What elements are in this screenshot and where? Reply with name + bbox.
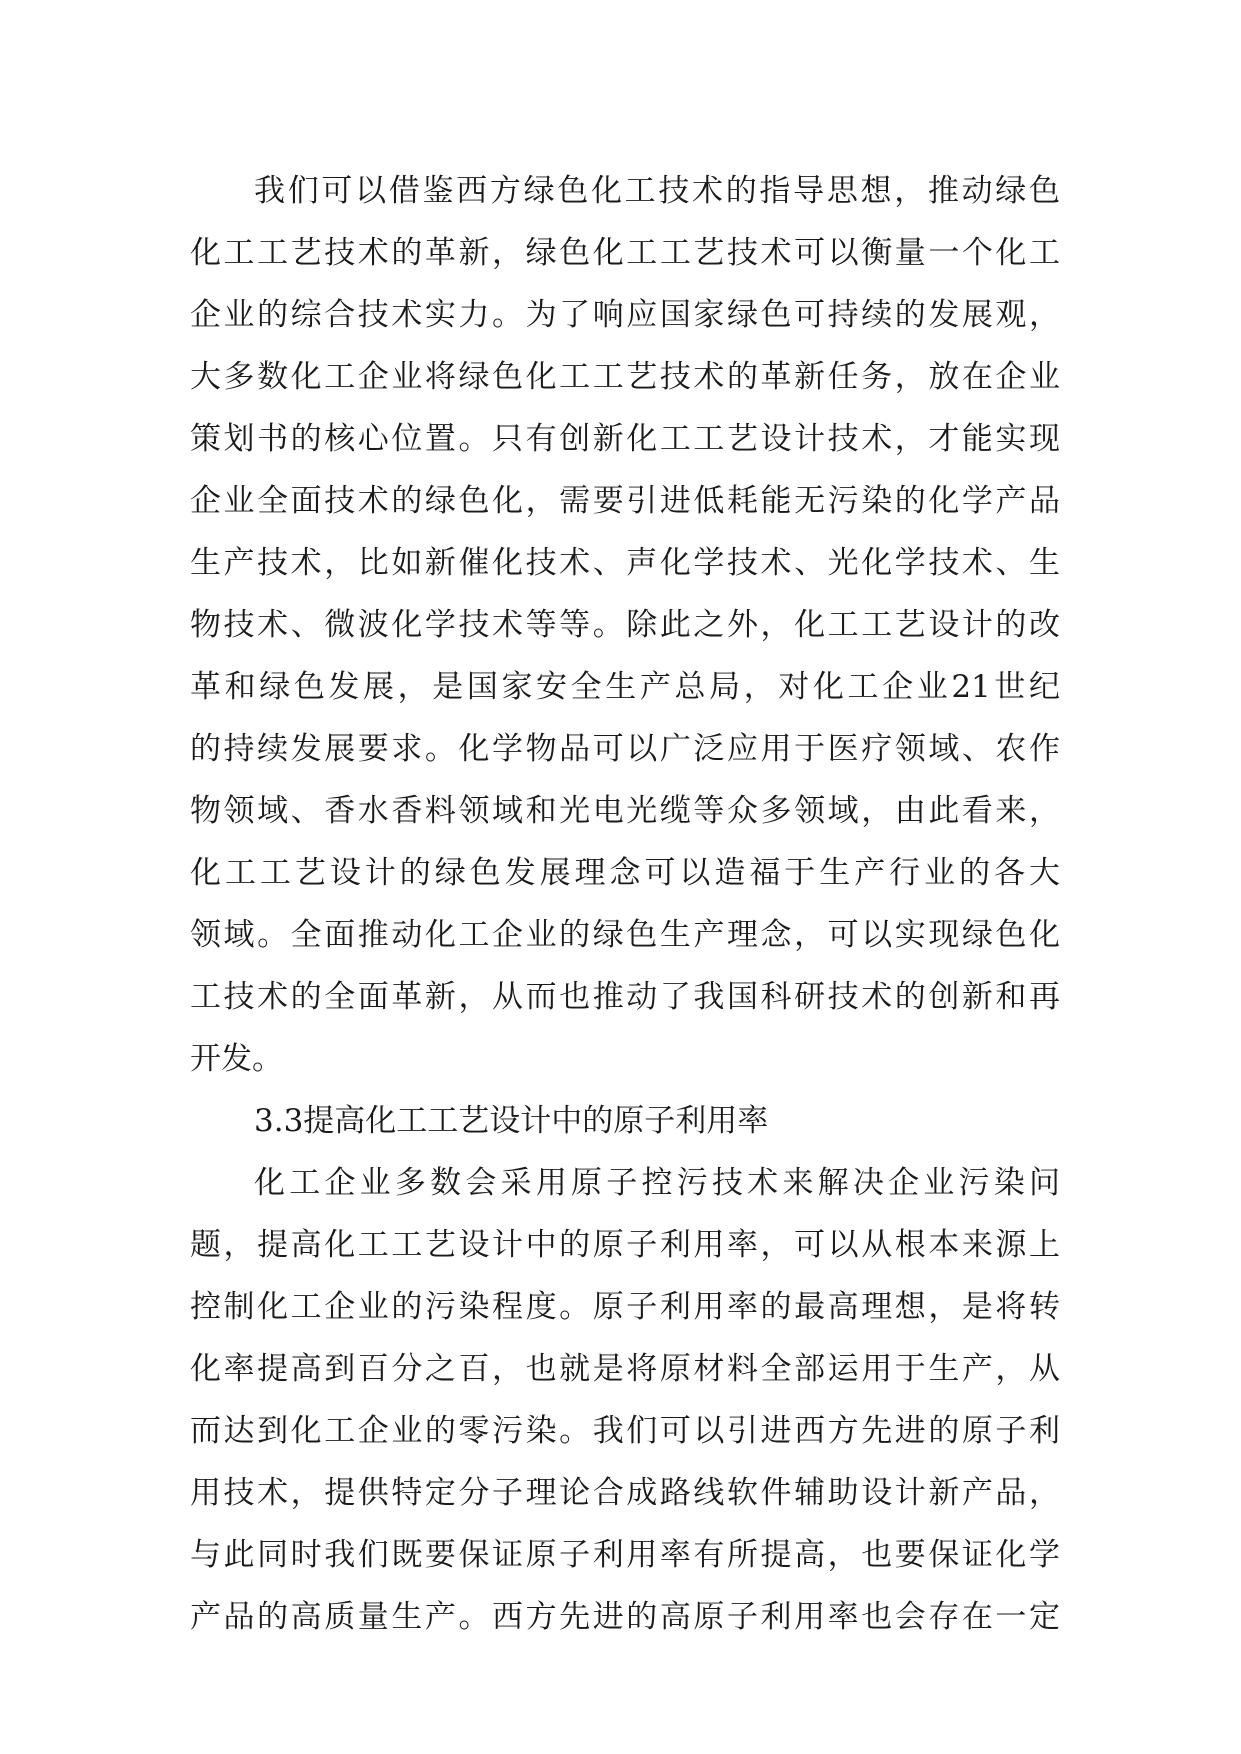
document-body: [190, 160, 1060, 1648]
paragraph-line: 企业全面技术的绿色化，需要引进低耗能无污染的化学产品: [190, 483, 1060, 519]
paragraph-line: 革和绿色发展，是国家安全生产总局，对化工企业21世纪: [190, 669, 1060, 705]
paragraph-line: 的持续发展要求。化学物品可以广泛应用于医疗领域、农作: [190, 731, 1060, 767]
paragraph-line: 策划书的核心位置。只有创新化工工艺设计技术，才能实现: [190, 421, 1060, 457]
paragraph-line: 化工工艺设计的绿色发展理念可以造福于生产行业的各大: [190, 855, 1060, 891]
paragraph-line: 我们可以借鉴西方绿色化工技术的指导思想，推动绿色: [254, 173, 1060, 209]
paragraph-line: 工技术的全面革新，从而也推动了我国科研技术的创新和再: [190, 979, 1060, 1015]
paragraph-line: 而达到化工企业的零污染。我们可以引进西方先进的原子利: [190, 1413, 1060, 1449]
paragraph-line: 物领域、香水香料领域和光电光缆等众多领域，由此看来，: [190, 793, 1060, 829]
paragraph-green-chemical-tech: [190, 160, 1060, 1090]
paragraph-line: 化率提高到百分之百，也就是将原材料全部运用于生产，从: [190, 1351, 1060, 1387]
paragraph-line: 化工工艺技术的革新，绿色化工工艺技术可以衡量一个化工: [190, 235, 1060, 271]
paragraph-line: 生产技术，比如新催化技术、声化学技术、光化学技术、生: [190, 545, 1060, 581]
paragraph-line: 领域。全面推动化工企业的绿色生产理念，可以实现绿色化: [190, 917, 1060, 953]
section-heading-text: 3.3提高化工工艺设计中的原子利用率: [254, 1103, 769, 1139]
section-heading: [190, 1090, 1060, 1152]
paragraph-line: 控制化工企业的污染程度。原子利用率的最高理想，是将转: [190, 1289, 1060, 1325]
paragraph-line: 与此同时我们既要保证原子利用率有所提高，也要保证化学: [190, 1537, 1060, 1573]
paragraph-line: 大多数化工企业将绿色化工工艺技术的革新任务，放在企业: [190, 359, 1060, 395]
paragraph-atom-utilization: [190, 1152, 1060, 1648]
paragraph-line: 题，提高化工工艺设计中的原子利用率，可以从根本来源上: [190, 1227, 1060, 1263]
paragraph-line: 用技术，提供特定分子理论合成路线软件辅助设计新产品，: [190, 1475, 1060, 1511]
paragraph-line: 产品的高质量生产。西方先进的高原子利用率也会存在一定: [190, 1599, 1060, 1635]
paragraph-line: 化工企业多数会采用原子控污技术来解决企业污染问: [254, 1165, 1060, 1201]
paragraph-line: 企业的综合技术实力。为了响应国家绿色可持续的发展观，: [190, 297, 1060, 333]
paragraph-line: 物技术、微波化学技术等等。除此之外，化工工艺设计的改: [190, 607, 1060, 643]
paragraph-line: 开发。: [190, 1041, 283, 1077]
